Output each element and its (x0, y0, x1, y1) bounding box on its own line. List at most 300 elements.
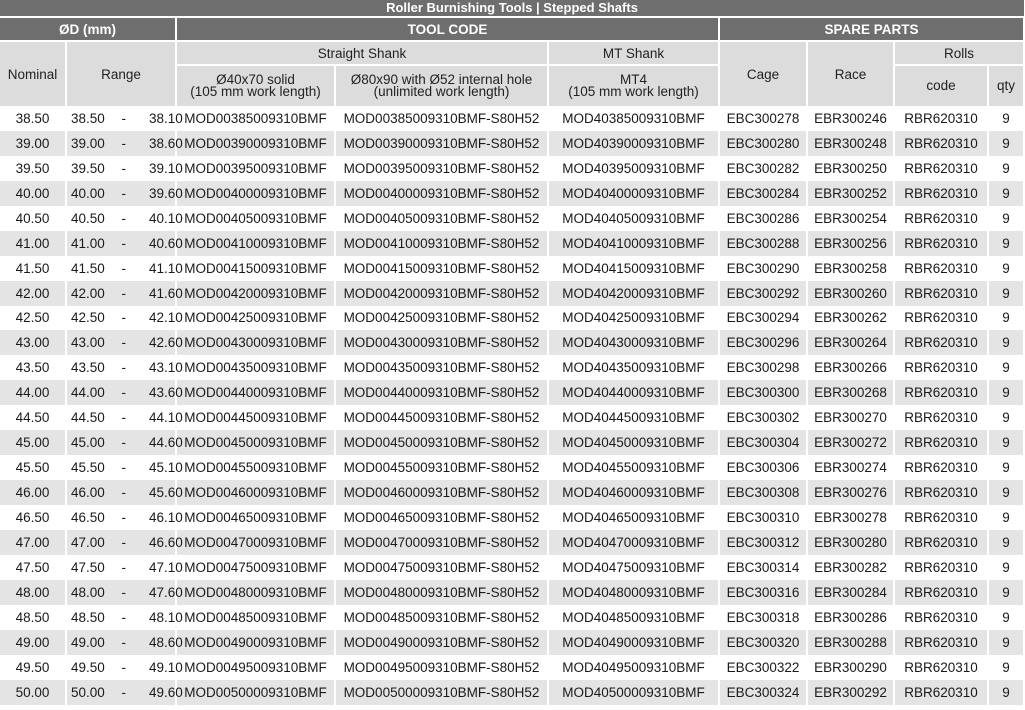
race-code: EBR300276 (807, 480, 894, 505)
range-cell (66, 106, 183, 131)
range-separator: - (121, 210, 127, 226)
solid-shank-code: MOD00500009310BMF (176, 680, 335, 705)
hole-shank-code: MOD00430009310BMF-S80H52 (335, 330, 548, 355)
nominal-cell: 42.50 (0, 306, 66, 331)
diameter-header: ØD (mm) (0, 18, 176, 41)
sub-header-row (0, 41, 1024, 65)
table-body (0, 106, 1024, 705)
cage-code: EBC300324 (719, 680, 807, 705)
table-row (0, 281, 1024, 306)
mt-shank-code: MOD40460009310BMF (548, 480, 719, 505)
hole-shank-code: MOD00425009310BMF-S80H52 (335, 306, 548, 331)
hole-shank-code: MOD00470009310BMF-S80H52 (335, 530, 548, 555)
range-to: 49.10 (149, 659, 183, 675)
solid-shank-code: MOD00485009310BMF (176, 605, 335, 630)
range-from: 46.00 (71, 485, 105, 501)
range-cell (66, 455, 183, 480)
solid-shank-code: MOD00440009310BMF (176, 380, 335, 405)
hole-shank-code: MOD00485009310BMF-S80H52 (335, 605, 548, 630)
mt-shank-code: MOD40500009310BMF (548, 680, 719, 705)
solid-shank-code: MOD00460009310BMF (176, 480, 335, 505)
range-to: 46.10 (149, 509, 183, 525)
hole-shank-code: MOD00400009310BMF-S80H52 (335, 181, 548, 206)
mt-shank-header: MT Shank (548, 41, 719, 65)
hole-shank-code: MOD00450009310BMF-S80H52 (335, 430, 548, 455)
cage-code: EBC300304 (719, 430, 807, 455)
range-from: 44.00 (71, 385, 105, 401)
solid-shank-code: MOD00475009310BMF (176, 555, 335, 580)
mt-shank-code: MOD40480009310BMF (548, 580, 719, 605)
range-cell (66, 281, 183, 306)
hole-shank-code: MOD00385009310BMF-S80H52 (335, 106, 548, 131)
rolls-code: RBR620310 (894, 580, 988, 605)
solid-shank-code: MOD00450009310BMF (176, 430, 335, 455)
table-row (0, 455, 1024, 480)
mt-shank-code: MOD40415009310BMF (548, 256, 719, 281)
range-from: 45.50 (71, 460, 105, 476)
solid-shank-code: MOD00400009310BMF (176, 181, 335, 206)
rolls-code: RBR620310 (894, 330, 988, 355)
cage-code: EBC300298 (719, 355, 807, 380)
table-row (0, 106, 1024, 131)
rolls-code: RBR620310 (894, 281, 988, 306)
range-separator: - (121, 260, 127, 276)
solid-shank-code: MOD00385009310BMF (176, 106, 335, 131)
mt-shank-code: MOD40440009310BMF (548, 380, 719, 405)
nominal-cell: 40.00 (0, 181, 66, 206)
nominal-cell: 41.00 (0, 231, 66, 256)
range-to: 38.10 (149, 110, 183, 126)
table-row (0, 181, 1024, 206)
table-title: Roller Burnishing Tools | Stepped Shafts (0, 0, 1024, 16)
hole-shank-code: MOD00490009310BMF-S80H52 (335, 630, 548, 655)
mt-shank-code: MOD40490009310BMF (548, 630, 719, 655)
tools-table (0, 18, 1025, 705)
cage-code: EBC300316 (719, 580, 807, 605)
race-code: EBR300264 (807, 330, 894, 355)
range-separator: - (121, 460, 127, 476)
mt-shank-code: MOD40385009310BMF (548, 106, 719, 131)
rolls-code: RBR620310 (894, 655, 988, 680)
rolls-code: RBR620310 (894, 231, 988, 256)
race-code: EBR300270 (807, 405, 894, 430)
nominal-cell: 47.50 (0, 555, 66, 580)
range-cell (66, 530, 183, 555)
table-row (0, 156, 1024, 181)
rolls-code: RBR620310 (894, 680, 988, 705)
mt-shank-code: MOD40395009310BMF (548, 156, 719, 181)
rolls-qty: 9 (988, 256, 1024, 281)
race-code: EBR300262 (807, 306, 894, 331)
nominal-cell: 50.00 (0, 680, 66, 705)
range-cell (66, 630, 183, 655)
table-row (0, 430, 1024, 455)
mt-shank-code: MOD40430009310BMF (548, 330, 719, 355)
mt-shank-code: MOD40485009310BMF (548, 605, 719, 630)
nominal-cell: 39.50 (0, 156, 66, 181)
range-from: 45.00 (71, 435, 105, 451)
solid-shank-code: MOD00465009310BMF (176, 505, 335, 530)
range-to: 48.10 (149, 609, 183, 625)
race-code: EBR300268 (807, 380, 894, 405)
range-to: 41.10 (149, 260, 183, 276)
solid-shank-header (176, 65, 335, 106)
solid-shank-code: MOD00395009310BMF (176, 156, 335, 181)
hole-shank-header (335, 65, 548, 106)
rolls-code: RBR620310 (894, 131, 988, 156)
solid-shank-code: MOD00415009310BMF (176, 256, 335, 281)
cage-code: EBC300280 (719, 131, 807, 156)
table-row (0, 231, 1024, 256)
rolls-code: RBR620310 (894, 530, 988, 555)
table-row (0, 380, 1024, 405)
mt-shank-code: MOD40450009310BMF (548, 430, 719, 455)
nominal-cell: 46.00 (0, 480, 66, 505)
table-row (0, 555, 1024, 580)
hole-shank-code: MOD00475009310BMF-S80H52 (335, 555, 548, 580)
race-code: EBR300266 (807, 355, 894, 380)
straight-shank-header: Straight Shank (176, 41, 548, 65)
range-cell (66, 555, 183, 580)
table-row (0, 256, 1024, 281)
cage-code: EBC300308 (719, 480, 807, 505)
range-separator: - (121, 360, 127, 376)
race-code: EBR300256 (807, 231, 894, 256)
range-to: 49.60 (149, 684, 183, 700)
range-separator: - (121, 485, 127, 501)
hole-shank-code: MOD00440009310BMF-S80H52 (335, 380, 548, 405)
hole-shank-code: MOD00420009310BMF-S80H52 (335, 281, 548, 306)
mt-shank-code: MOD40445009310BMF (548, 405, 719, 430)
hole-shank-code: MOD00410009310BMF-S80H52 (335, 231, 548, 256)
solid-shank-code: MOD00480009310BMF (176, 580, 335, 605)
range-separator: - (121, 185, 127, 201)
range-cell (66, 206, 183, 231)
solid-shank-code: MOD00470009310BMF (176, 530, 335, 555)
race-code: EBR300250 (807, 156, 894, 181)
rolls-code: RBR620310 (894, 630, 988, 655)
range-separator: - (121, 584, 127, 600)
nominal-cell: 39.00 (0, 131, 66, 156)
cage-code: EBC300296 (719, 330, 807, 355)
table-row (0, 480, 1024, 505)
mt-shank-code: MOD40420009310BMF (548, 281, 719, 306)
cage-code: EBC300288 (719, 231, 807, 256)
range-from: 41.50 (71, 260, 105, 276)
table-row (0, 530, 1024, 555)
rolls-code: RBR620310 (894, 455, 988, 480)
hole-shank-line2: (unlimited work length) (373, 84, 510, 99)
range-separator: - (121, 335, 127, 351)
nominal-cell: 47.00 (0, 530, 66, 555)
hole-shank-code: MOD00460009310BMF-S80H52 (335, 480, 548, 505)
cage-code: EBC300312 (719, 530, 807, 555)
nominal-cell: 42.00 (0, 281, 66, 306)
range-to: 39.10 (149, 160, 183, 176)
mt-shank-code: MOD40470009310BMF (548, 530, 719, 555)
solid-shank-code: MOD00405009310BMF (176, 206, 335, 231)
rolls-code: RBR620310 (894, 430, 988, 455)
rolls-qty: 9 (988, 106, 1024, 131)
table-row (0, 330, 1024, 355)
hole-shank-code: MOD00395009310BMF-S80H52 (335, 156, 548, 181)
range-cell (66, 156, 183, 181)
rolls-qty: 9 (988, 555, 1024, 580)
cage-code: EBC300282 (719, 156, 807, 181)
range-separator: - (121, 509, 127, 525)
range-cell (66, 380, 183, 405)
range-cell (66, 256, 183, 281)
race-code: EBR300252 (807, 181, 894, 206)
mt-shank-code: MOD40465009310BMF (548, 505, 719, 530)
range-from: 49.50 (71, 659, 105, 675)
race-code: EBR300258 (807, 256, 894, 281)
hole-shank-code: MOD00455009310BMF-S80H52 (335, 455, 548, 480)
range-cell (66, 605, 183, 630)
cage-code: EBC300322 (719, 655, 807, 680)
range-from: 43.00 (71, 335, 105, 351)
rolls-code: RBR620310 (894, 206, 988, 231)
range-from: 49.00 (71, 634, 105, 650)
range-cell (66, 131, 183, 156)
nominal-cell: 48.00 (0, 580, 66, 605)
rolls-code-header: code (894, 65, 988, 106)
table-row (0, 131, 1024, 156)
range-cell (66, 330, 183, 355)
mt-shank-code: MOD40435009310BMF (548, 355, 719, 380)
rolls-qty: 9 (988, 630, 1024, 655)
group-header-row (0, 18, 1024, 41)
cage-code: EBC300294 (719, 306, 807, 331)
rolls-qty: 9 (988, 430, 1024, 455)
solid-shank-code: MOD00390009310BMF (176, 131, 335, 156)
hole-shank-code: MOD00480009310BMF-S80H52 (335, 580, 548, 605)
range-to: 47.60 (149, 584, 183, 600)
range-to: 40.10 (149, 210, 183, 226)
nominal-cell: 45.00 (0, 430, 66, 455)
hole-shank-code: MOD00495009310BMF-S80H52 (335, 655, 548, 680)
cage-code: EBC300292 (719, 281, 807, 306)
spare-parts-header: SPARE PARTS (719, 18, 1024, 41)
range-cell (66, 505, 183, 530)
rolls-code: RBR620310 (894, 505, 988, 530)
mt-shank-code: MOD40410009310BMF (548, 231, 719, 256)
range-separator: - (121, 684, 127, 700)
mt-shank-code: MOD40400009310BMF (548, 181, 719, 206)
range-separator: - (121, 410, 127, 426)
nominal-header: Nominal (0, 41, 66, 106)
race-code: EBR300284 (807, 580, 894, 605)
nominal-cell: 44.00 (0, 380, 66, 405)
mt4-line2: (105 mm work length) (568, 84, 699, 99)
rolls-qty: 9 (988, 580, 1024, 605)
cage-code: EBC300290 (719, 256, 807, 281)
range-cell (66, 231, 183, 256)
nominal-cell: 45.50 (0, 455, 66, 480)
race-code: EBR300260 (807, 281, 894, 306)
solid-shank-code: MOD00430009310BMF (176, 330, 335, 355)
range-to: 38.60 (149, 135, 183, 151)
rolls-qty: 9 (988, 206, 1024, 231)
range-to: 43.10 (149, 360, 183, 376)
rolls-qty: 9 (988, 181, 1024, 206)
range-from: 40.00 (71, 185, 105, 201)
table-row (0, 655, 1024, 680)
range-separator: - (121, 135, 127, 151)
table-row (0, 680, 1024, 705)
rolls-code: RBR620310 (894, 306, 988, 331)
mt-shank-code: MOD40475009310BMF (548, 555, 719, 580)
solid-shank-line1: Ø40x70 solid (216, 72, 295, 87)
range-cell (66, 181, 183, 206)
table-row (0, 405, 1024, 430)
range-cell (66, 430, 183, 455)
range-separator: - (121, 160, 127, 176)
rolls-qty: 9 (988, 380, 1024, 405)
cage-code: EBC300318 (719, 605, 807, 630)
rolls-qty: 9 (988, 655, 1024, 680)
rolls-qty: 9 (988, 480, 1024, 505)
cage-code: EBC300306 (719, 455, 807, 480)
rolls-qty: 9 (988, 156, 1024, 181)
range-to: 45.60 (149, 485, 183, 501)
range-to: 41.60 (149, 285, 183, 301)
range-to: 46.60 (149, 534, 183, 550)
rolls-code: RBR620310 (894, 256, 988, 281)
cage-header: Cage (719, 41, 807, 106)
solid-shank-code: MOD00490009310BMF (176, 630, 335, 655)
rolls-code: RBR620310 (894, 405, 988, 430)
range-from: 46.50 (71, 509, 105, 525)
range-from: 47.00 (71, 534, 105, 550)
range-cell (66, 680, 183, 705)
nominal-cell: 49.00 (0, 630, 66, 655)
mt-shank-code: MOD40425009310BMF (548, 306, 719, 331)
hole-shank-code: MOD00415009310BMF-S80H52 (335, 256, 548, 281)
range-from: 42.50 (71, 310, 105, 326)
race-code: EBR300248 (807, 131, 894, 156)
race-code: EBR300280 (807, 530, 894, 555)
race-code: EBR300282 (807, 555, 894, 580)
range-separator: - (121, 534, 127, 550)
nominal-cell: 48.50 (0, 605, 66, 630)
range-from: 47.50 (71, 559, 105, 575)
rolls-qty: 9 (988, 330, 1024, 355)
nominal-cell: 43.00 (0, 330, 66, 355)
range-separator: - (121, 559, 127, 575)
mt4-line1: MT4 (620, 72, 647, 87)
hole-shank-code: MOD00435009310BMF-S80H52 (335, 355, 548, 380)
race-code: EBR300254 (807, 206, 894, 231)
hole-shank-line1: Ø80x90 with Ø52 internal hole (350, 72, 533, 87)
race-code: EBR300274 (807, 455, 894, 480)
rolls-code: RBR620310 (894, 106, 988, 131)
range-from: 42.00 (71, 285, 105, 301)
range-to: 40.60 (149, 235, 183, 251)
rolls-qty: 9 (988, 680, 1024, 705)
rolls-code: RBR620310 (894, 156, 988, 181)
range-from: 48.00 (71, 584, 105, 600)
range-from: 38.50 (71, 110, 105, 126)
range-to: 42.10 (149, 310, 183, 326)
nominal-cell: 49.50 (0, 655, 66, 680)
range-separator: - (121, 659, 127, 675)
nominal-cell: 38.50 (0, 106, 66, 131)
race-code: EBR300290 (807, 655, 894, 680)
race-code: EBR300278 (807, 505, 894, 530)
cage-code: EBC300286 (719, 206, 807, 231)
rolls-qty: 9 (988, 306, 1024, 331)
mt-shank-code: MOD40455009310BMF (548, 455, 719, 480)
range-from: 44.50 (71, 410, 105, 426)
range-from: 39.00 (71, 135, 105, 151)
rolls-qty: 9 (988, 131, 1024, 156)
rolls-code: RBR620310 (894, 480, 988, 505)
race-code: EBR300246 (807, 106, 894, 131)
solid-shank-code: MOD00425009310BMF (176, 306, 335, 331)
range-cell (66, 480, 183, 505)
hole-shank-code: MOD00405009310BMF-S80H52 (335, 206, 548, 231)
range-separator: - (121, 385, 127, 401)
rolls-qty-header: qty (988, 65, 1024, 106)
rolls-qty: 9 (988, 231, 1024, 256)
rolls-code: RBR620310 (894, 380, 988, 405)
range-from: 39.50 (71, 160, 105, 176)
range-to: 39.60 (149, 185, 183, 201)
rolls-qty: 9 (988, 530, 1024, 555)
range-header: Range (66, 41, 176, 106)
table-row (0, 630, 1024, 655)
range-separator: - (121, 634, 127, 650)
cage-code: EBC300300 (719, 380, 807, 405)
cage-code: EBC300314 (719, 555, 807, 580)
cage-code: EBC300310 (719, 505, 807, 530)
rolls-qty: 9 (988, 281, 1024, 306)
table-row (0, 580, 1024, 605)
range-separator: - (121, 285, 127, 301)
range-cell (66, 405, 183, 430)
solid-shank-code: MOD00410009310BMF (176, 231, 335, 256)
range-separator: - (121, 435, 127, 451)
range-to: 45.10 (149, 460, 183, 476)
range-separator: - (121, 310, 127, 326)
rolls-qty: 9 (988, 455, 1024, 480)
hole-shank-code: MOD00465009310BMF-S80H52 (335, 505, 548, 530)
mt4-header (548, 65, 719, 106)
solid-shank-code: MOD00435009310BMF (176, 355, 335, 380)
cage-code: EBC300320 (719, 630, 807, 655)
rolls-code: RBR620310 (894, 605, 988, 630)
range-to: 44.60 (149, 435, 183, 451)
range-to: 43.60 (149, 385, 183, 401)
mt-shank-code: MOD40495009310BMF (548, 655, 719, 680)
rolls-code: RBR620310 (894, 181, 988, 206)
range-cell (66, 306, 183, 331)
nominal-cell: 40.50 (0, 206, 66, 231)
table-row (0, 206, 1024, 231)
table-row (0, 355, 1024, 380)
range-to: 48.60 (149, 634, 183, 650)
range-from: 40.50 (71, 210, 105, 226)
range-separator: - (121, 609, 127, 625)
nominal-cell: 46.50 (0, 505, 66, 530)
rolls-qty: 9 (988, 605, 1024, 630)
table-row (0, 605, 1024, 630)
solid-shank-line2: (105 mm work length) (190, 84, 321, 99)
rolls-qty: 9 (988, 355, 1024, 380)
nominal-cell: 43.50 (0, 355, 66, 380)
solid-shank-code: MOD00455009310BMF (176, 455, 335, 480)
